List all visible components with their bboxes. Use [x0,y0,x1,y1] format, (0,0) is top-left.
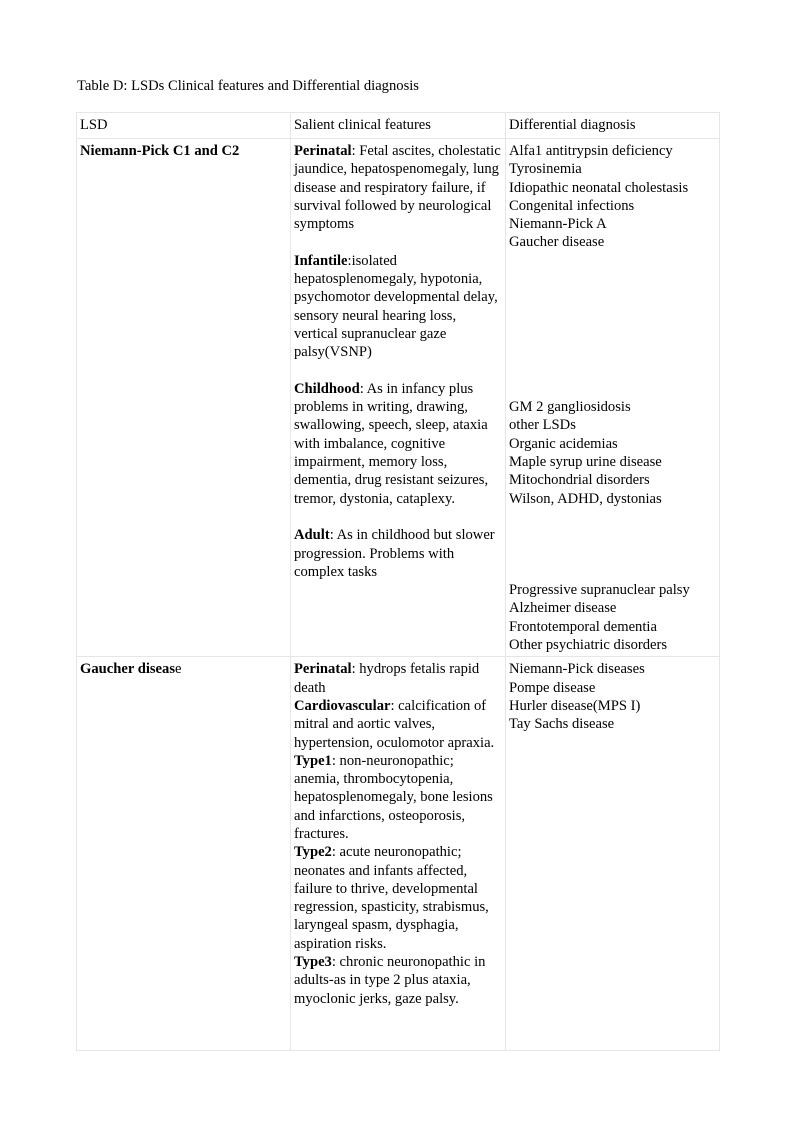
lsd-table [76,112,720,1051]
differential-diagnosis-cell [506,657,720,1051]
feature-adult [294,526,502,581]
feature-label: Adult [294,527,330,544]
dd-item: Progressive supranuclear palsy [509,582,690,599]
table-row [77,139,720,657]
lsd-name: Niemann-Pick C1 and C2 [80,143,240,159]
dd-item: Niemann-Pick A [509,216,607,233]
feature-childhood [294,380,502,508]
dd-item: Organic acidemias [509,435,618,452]
feature-infantile [294,252,502,362]
feature-perinatal [294,142,502,233]
table-header-row [77,113,720,139]
feature-label: Childhood [294,380,360,397]
feature-text: : chronic neuronopathic in adults-as in type 2 plus ataxia, myoclonic jerks, gaze palsy. [294,954,486,1007]
dd-item: Gaucher disease [509,234,605,251]
dd-item: Maple syrup urine disease [509,454,662,471]
dd-item: Congenital infections [509,197,635,214]
feature-text: : Fetal ascites, cholestatic jaundice, hepatospenomegaly, lung disease and respiratory failure, if survival followed by neurological symptoms [294,143,501,233]
dd-item: Alfa1 antitrypsin deficiency [509,143,673,159]
feature-text: : As in infancy plus problems in writing, drawing, swallowing, speech, sleep, ataxia with imbalance, cognitive impairment, memory loss, dementia, drug resistant seizures, tremor, dystonia, cataplexy. [294,380,489,507]
dd-item: Niemann-Pick diseases [509,661,645,678]
lsd-name-cell [77,139,291,657]
feature-type1 [294,752,502,843]
feature-text: : As in childhood but slower progression. Problems with complex tasks [294,527,495,580]
lsd-name-bold: Gaucher diseas [80,661,176,678]
clinical-features-cell [291,139,506,657]
dd-item: Pompe disease [509,679,596,696]
feature-text: : acute neuronopathic; neonates and infants affected, failure to thrive, developmental regression, spasticity, strabismus, laryngeal spasm, dysphagia, aspiration risks. [294,844,489,952]
header-clinical-features: Salient clinical features [291,113,506,139]
feature-label: Cardiovascular [294,697,391,714]
dd-item: Hurler disease(MPS I) [509,697,641,714]
header-lsd: LSD [77,113,291,139]
feature-perinatal [294,660,502,697]
differential-diagnosis-cell [506,139,720,657]
dd-item: other LSDs [509,417,576,434]
dd-item: Other psychiatric disorders [509,637,668,654]
lsd-name-cell [77,657,291,1051]
feature-label: Perinatal [294,143,352,159]
dd-item: GM 2 gangliosidosis [509,399,631,416]
lsd-name-tail: e [175,661,182,678]
feature-label: Type2 [294,844,332,861]
feature-label: Type3 [294,954,332,971]
lsd-name [80,661,182,677]
feature-text: :isolated hepatosplenomegaly, hypotonia, psychomotor developmental delay, sensory neural hearing loss, vertical supranuclear gaze palsy(VSNP) [294,252,498,361]
feature-label: Perinatal [294,661,352,678]
dd-item: Tay Sachs disease [509,716,615,733]
header-differential-diagnosis: Differential diagnosis [506,113,720,139]
table-row [77,657,720,1051]
feature-text: : hydrops fetalis rapid death [294,661,480,696]
dd-item: Mitochondrial disorders [509,472,650,489]
table-caption: Table D: LSDs Clinical features and Differential diagnosis [77,78,419,94]
dd-item: Wilson, ADHD, dystonias [509,490,662,507]
feature-cardiovascular [294,697,502,752]
dd-item: Alzheimer disease [509,600,617,617]
clinical-features-cell [291,657,506,1051]
feature-type3 [294,953,502,1008]
dd-item: Tyrosinemia [509,161,582,178]
dd-item: Frontotemporal dementia [509,618,657,635]
feature-label: Type1 [294,752,332,769]
feature-text: : non-neuronopathic; anemia, thrombocytopenia, hepatosplenomegaly, bone lesions and infarctions, osteoporosis, fractures. [294,752,493,842]
feature-label: Infantile [294,252,348,269]
dd-item: Idiopathic neonatal cholestasis [509,179,689,196]
feature-text: : calcification of mitral and aortic valves, hypertension, oculomotor apraxia. [294,697,495,751]
feature-type2 [294,843,502,953]
